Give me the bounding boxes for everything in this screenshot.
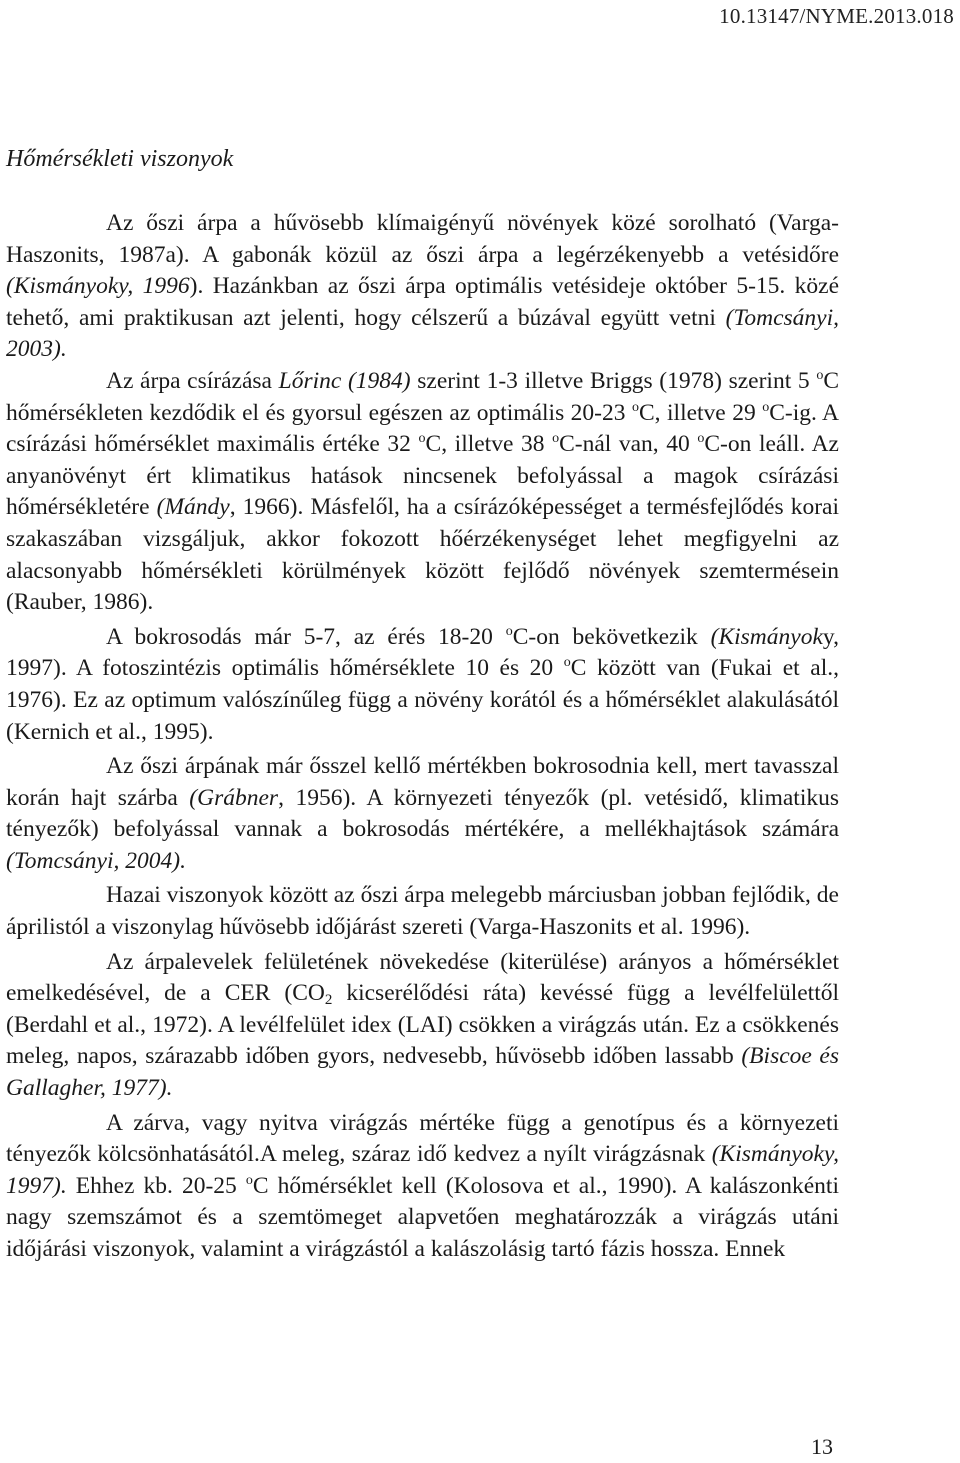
doi-header: 10.13147/NYME.2013.018: [719, 4, 954, 28]
degree-symbol: o: [245, 1172, 253, 1188]
text-span: C-on bekövetkezik: [512, 623, 711, 650]
citation: (Kismányok: [710, 623, 823, 650]
section-heading: Hőmérsékleti viszonyok: [6, 146, 234, 172]
citation: (Mándy: [156, 494, 230, 521]
degree-symbol: o: [552, 431, 560, 447]
text-span: C hőmérsékleten kezdődik el és gyorsul egészen az optimális 20-23: [6, 367, 840, 426]
page-number: 13: [811, 1434, 833, 1459]
text-span: y, 1997). A fotoszintézis optimális hőmérséklete 10 és 20: [6, 623, 839, 682]
text-span: C-nál van, 40: [559, 431, 698, 458]
degree-symbol: o: [418, 431, 426, 447]
paragraph-7: [6, 1108, 839, 1266]
degree-symbol: o: [631, 399, 639, 415]
paragraph-6: [6, 947, 839, 1105]
text-span: , 1966). Másfelől, ha a csírázóképességet a termésfejlődés korai szakaszában vizsgáljuk, akkor fokozott hőérzékenységet lehet megfigyelni az alacsonyabb hőmérsékleti körülmények között fejlődő növények szemtermésein (Rauber, 1986).: [6, 494, 839, 616]
text-span: C-ig. A csírázási hőmérséklet maximális értéke 32: [6, 399, 839, 458]
text-span: Hazai viszonyok között az őszi árpa melegebb márciusban jobban fejlődik, de áprilistól a viszonylag hűvösebb időjárást szereti (Varga-Haszonits et al. 1996).: [6, 882, 839, 941]
citation: (Biscoe és Gallagher, 1977).: [6, 1043, 840, 1102]
text-span: Ehhez kb. 20-25: [66, 1172, 246, 1199]
text-span: C között van (Fukai et al., 1976). Ez az optimum valószínűleg függ a növény korától és a hőmérséklet alakulásától (Kernich et al., 1995).: [6, 655, 839, 745]
body-text: [6, 208, 839, 1266]
degree-symbol: o: [697, 431, 705, 447]
paragraph-2: [6, 366, 839, 619]
text-span: szerint 1-3 illetve Briggs (1978) szerint 5: [410, 367, 817, 394]
text-span: Az árpalevelek felületének növekedése (kiterülése) arányos a hőmérséklet emelkedésével, de a CER (CO: [6, 948, 839, 1007]
text-span: A bokrosodás már 5-7, az érés 18-20: [106, 623, 506, 650]
text-span: C hőmérséklet kell (Kolosova et al., 1990). A kalászonkénti nagy szemszámot és a szemtömeget alapvetően meghatározzák a virágzás utáni időjárási viszonyok, valamint a virágzástól a kalászolásig tartó fázis hossza. Ennek: [6, 1172, 839, 1262]
text-span: Az őszi árpa a hűvösebb klímaigényű növények közé sorolható (Varga-Haszonits, 1987a). A gabonák közül az őszi árpa a legérzékenyebb a vetésidőre: [6, 210, 839, 268]
text-span: , 1956). A környezeti tényezők (pl. vetésidő, klimatikus tényezők) befolyással vannak a bokrosodás mértékére, a mellékhajtások számára: [6, 784, 839, 843]
paragraph-1: [6, 208, 839, 366]
citation: (Kismányoky, 1996: [6, 273, 190, 300]
text-span: Az árpa csírázása: [106, 367, 279, 394]
text-span: kicserélődési ráta) kevéssé függ a levélfelülettől (Berdahl et al., 1972). A levélfelület idex (LAI) csökken a virágzás után. Ez a csökkenés meleg, napos, szárazabb időben gyors, nedvesebb, hűvösebb időben lassabb: [6, 980, 840, 1070]
subscript-two: 2: [324, 992, 333, 1009]
citation: (Tomcsányi, 2003).: [6, 304, 839, 363]
paragraph-3: [6, 622, 839, 748]
text-span: C, illetve 38: [425, 431, 553, 458]
text-span: Az őszi árpának már ősszel kellő mértékben bokrosodnia kell, mert tavasszal korán hajt szárba: [6, 753, 839, 811]
paragraph-4: [6, 751, 839, 877]
paragraph-5: [6, 880, 839, 943]
text-span: A zárva, vagy nyitva virágzás mértéke függ a genotípus és a környezeti tényezők kölcsönhatásától.A meleg, száraz idő kedvez a nyílt virágzásnak: [6, 1109, 839, 1168]
degree-symbol: o: [762, 399, 770, 415]
text-span: ). Hazánkban az őszi árpa optimális vetésideje október 5-15. közé tehető, ami praktikusan azt jelenti, hogy célszerű a búzával együtt vetni: [6, 273, 839, 331]
citation: Lőrinc (1984): [278, 367, 411, 394]
citation: (Grábner: [189, 784, 279, 811]
citation: (Kismányoky, 1997).: [6, 1141, 839, 1199]
degree-symbol: o: [816, 367, 824, 383]
degree-symbol: o: [563, 655, 571, 671]
text-span: C-on leáll. Az anyanövényt ért klimatikus hatások nincsenek befolyással a magok csírázási hőmérsékletére: [6, 431, 839, 521]
citation: (Tomcsányi, 2004).: [6, 847, 186, 874]
degree-symbol: o: [505, 623, 513, 639]
text-span: C, illetve 29: [638, 399, 763, 426]
